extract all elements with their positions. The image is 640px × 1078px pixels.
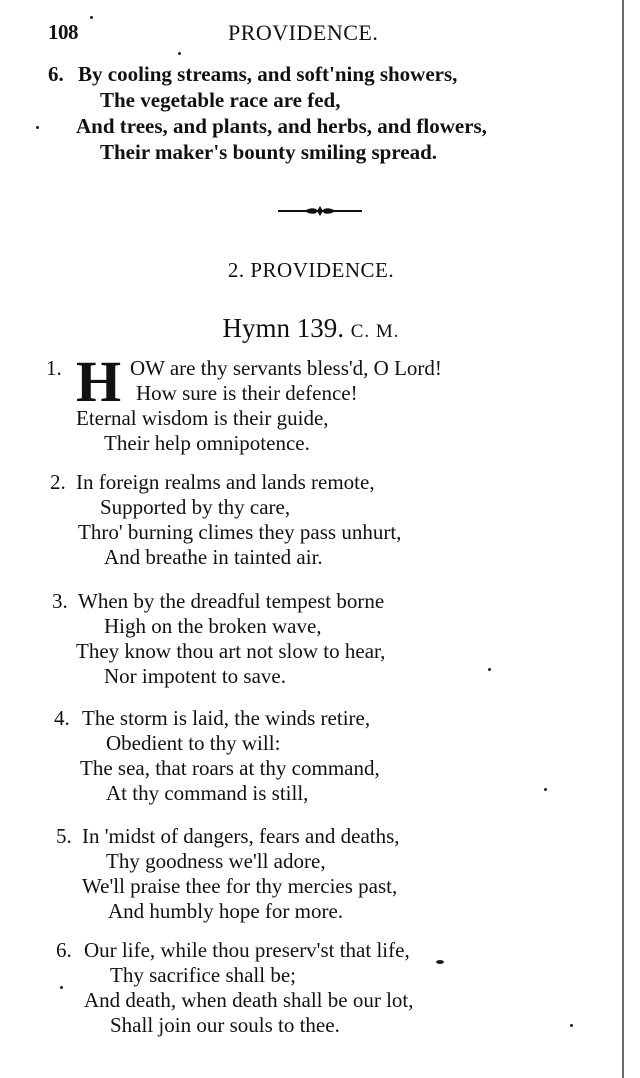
verse-number: 1. xyxy=(46,356,62,380)
scan-speck xyxy=(436,960,444,964)
scan-speck xyxy=(178,52,181,55)
verse-line: Obedient to thy will: xyxy=(106,731,281,755)
verse-line: And trees, and plants, and herbs, and flowers, xyxy=(76,114,487,138)
hymn-title xyxy=(0,313,622,344)
verse-line: And death, when death shall be our lot, xyxy=(84,988,414,1012)
verse-line: In foreign realms and lands remote, xyxy=(76,470,375,494)
verse-number: 6. xyxy=(48,62,64,86)
running-head xyxy=(48,20,608,50)
verse-line: Thy sacrifice shall be; xyxy=(110,963,297,987)
verse-line: Their help omnipotence. xyxy=(104,431,310,455)
verse-line: They know thou art not slow to hear, xyxy=(76,639,386,663)
verse-number: 5. xyxy=(56,824,72,848)
hymn-number: Hymn 139. xyxy=(222,313,344,343)
verse-line: Their maker's bounty smiling spread. xyxy=(100,140,438,164)
verse-line: At thy command is still, xyxy=(106,781,309,805)
verse-line: Supported by thy care, xyxy=(100,495,291,519)
verse-number: 2. xyxy=(50,470,66,494)
verse-line: OW are thy servants bless'd, O Lord! xyxy=(130,356,442,380)
verse-line: And breathe in tainted air. xyxy=(104,545,323,569)
verse-number: 3. xyxy=(52,589,68,613)
verse-line: Shall join our souls to thee. xyxy=(110,1013,340,1037)
section-title: 2. PROVIDENCE. xyxy=(227,258,395,282)
verse-line: By cooling streams, and soft'ning showers, xyxy=(78,62,458,86)
verse-line: Nor impotent to save. xyxy=(104,664,286,688)
scan-speck xyxy=(544,788,547,791)
drop-cap: H xyxy=(76,349,122,414)
verse-line: We'll praise thee for thy mercies past, xyxy=(82,874,398,898)
scan-speck xyxy=(60,986,63,989)
scan-speck xyxy=(570,1024,573,1027)
verse-line: The vegetable race are fed, xyxy=(100,88,341,112)
verse-line: Thy goodness we'll adore, xyxy=(106,849,326,873)
ornament-divider-icon xyxy=(278,206,362,216)
verse-line: High on the broken wave, xyxy=(104,614,322,638)
verse-line: When by the dreadful tempest borne xyxy=(78,589,385,613)
verse-line: And humbly hope for more. xyxy=(108,899,344,923)
verse-line: Our life, while thou preserv'st that life, xyxy=(84,938,410,962)
verse-number: 4. xyxy=(54,706,70,730)
page-number: 108 xyxy=(48,20,78,44)
verse-number: 6. xyxy=(56,938,72,962)
page-edge-rule xyxy=(622,0,624,1078)
verse-line: The storm is laid, the winds retire, xyxy=(82,706,371,730)
verse-line: In 'midst of dangers, fears and deaths, xyxy=(82,824,400,848)
verse-line: The sea, that roars at thy command, xyxy=(80,756,380,780)
verse-line: Thro' burning climes they pass unhurt, xyxy=(78,520,402,544)
scan-speck xyxy=(488,668,491,671)
verse-line: Eternal wisdom is their guide, xyxy=(76,406,329,430)
scan-speck xyxy=(90,16,93,19)
running-head-title: PROVIDENCE. xyxy=(228,20,379,45)
scan-speck xyxy=(36,126,39,129)
hymn-meter: C. M. xyxy=(350,321,400,342)
verse-line: How sure is their defence! xyxy=(136,381,358,405)
